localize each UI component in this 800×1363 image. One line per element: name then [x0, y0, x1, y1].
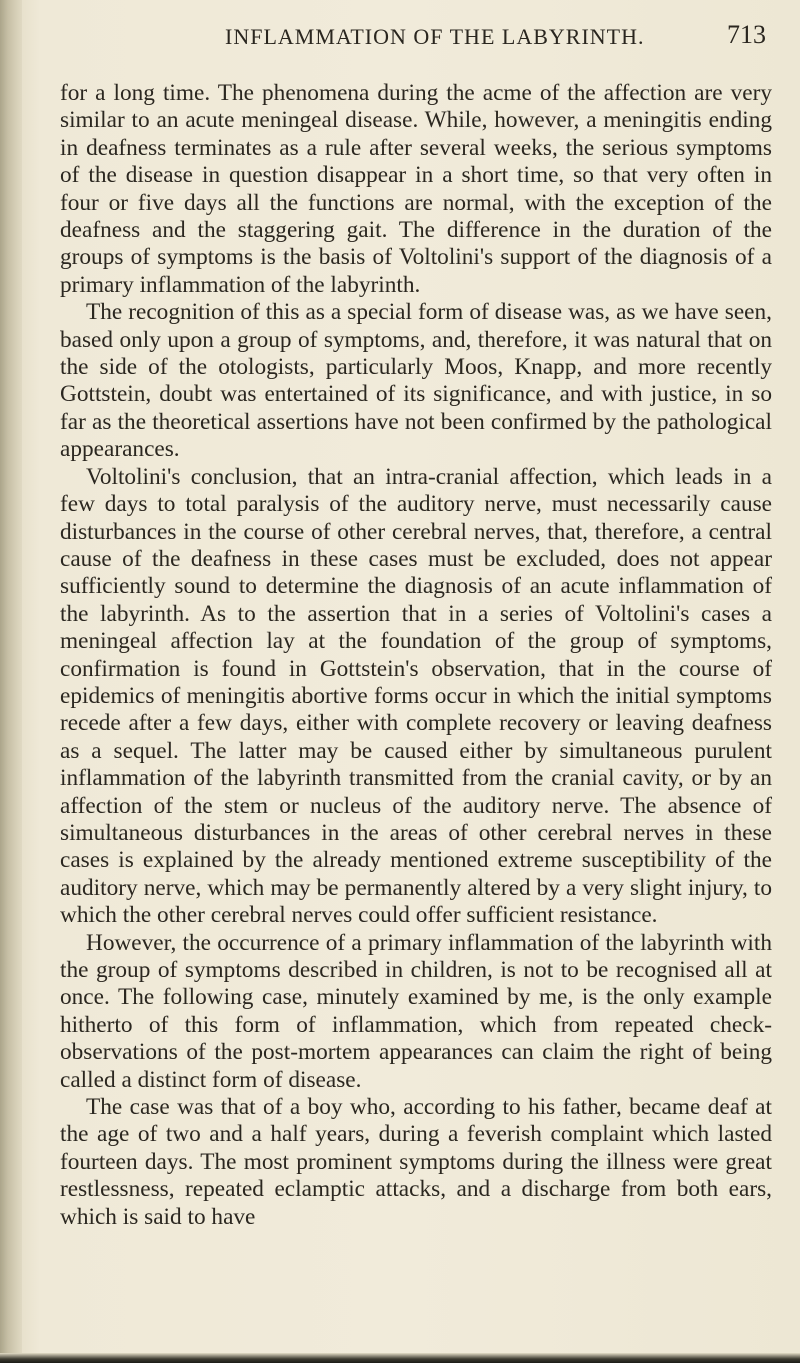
- body-text: [60, 80, 772, 1231]
- page-spine-shadow: [0, 0, 22, 1363]
- paragraph-3: Voltolini's conclusion, that an intra-cranial affection, which leads in a few days to total paralysis of the auditory nerve, must necessarily cause disturbances in the course of other cerebral nerves, that, therefore, a central cause of the deafness in these cases must be excluded, does not appear sufficiently sound to determine the diagnosis of an acute inflammation of the labyrinth. As to the assertion that in a series of Voltolini's cases a meningeal affection lay at the foundation of the group of symptoms, confirmation is found in Gottstein's observation, that in the course of epidemics of meningitis abortive forms occur in which the initial symptoms recede after a few days, either with complete recovery or leaving deafness as a sequel. The latter may be caused either by simultaneous purulent inflammation of the labyrinth transmitted from the cranial cavity, or by an affection of the stem or nucleus of the auditory nerve. The absence of simultaneous disturbances in the areas of other cerebral nerves in these cases is explained by the already mentioned extreme susceptibility of the auditory nerve, which may be permanently altered by a very slight injury, to which the other cerebral nerves could offer sufficient resistance.: [60, 463, 772, 929]
- paragraph-5: The case was that of a boy who, according to his father, became deaf at the age of two and a half years, during a feverish complaint which lasted fourteen days. The most prominent symptoms during the illness were great restlessness, repeated eclamptic attacks, and a discharge from both ears, which is said to have: [60, 1094, 772, 1230]
- paragraph-2: The recognition of this as a special form of disease was, as we have seen, based only upon a group of symptoms, and, therefore, it was natural that on the side of the otologists, particularly Moos, Knapp, and more recently Gottstein, doubt was entertained of its significance, and with justice, in so far as the theoretical assertions have not been confirmed by the pathological appearances.: [60, 299, 772, 463]
- page-number: 713: [727, 20, 766, 49]
- running-title: INFLAMMATION OF THE LABYRINTH.: [225, 24, 645, 49]
- page-header: [60, 20, 770, 60]
- paragraph-1: for a long time. The phenomena during the acme of the affection are very similar to an acute meningeal disease. While, however, a meningitis ending in deafness terminates as a rule after several weeks, the serious symptoms of the disease in question disappear in a short time, so that very often in four or five days all the functions are normal, with the exception of the deafness and the staggering gait. The difference in the duration of the groups of symptoms is the basis of Voltolini's support of the diagnosis of a primary inflammation of the labyrinth.: [60, 80, 772, 298]
- page-bottom-edge: [0, 1353, 800, 1363]
- paragraph-4: However, the occurrence of a primary inflammation of the labyrinth with the group of symptoms described in children, is not to be recognised all at once. The following case, minutely examined by me, is the only example hitherto of this form of inflammation, which from repeated check-observations of the post-mortem appearances can claim the right of being called a distinct form of disease.: [60, 929, 772, 1093]
